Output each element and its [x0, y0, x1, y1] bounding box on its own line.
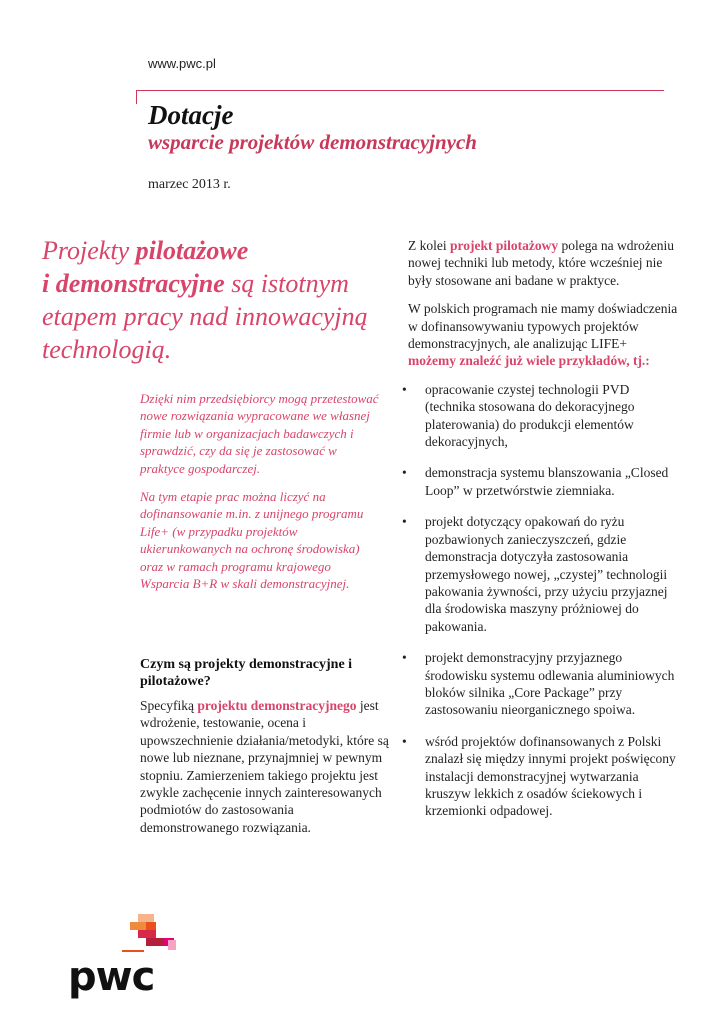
list-item: [402, 464, 678, 499]
list-item-text: demonstracja systemu blanszowania „Closed Loop” w przetwórstwie ziemniaka.: [425, 465, 669, 498]
right-p2-highlight: możemy znaleźć już wiele przykładów, tj.:: [408, 353, 650, 369]
logo-block: [146, 938, 164, 946]
list-item: [402, 381, 678, 451]
website-url[interactable]: www.pwc.pl: [148, 56, 216, 71]
section-heading: Czym są projekty demonstracyjne i pilotażowe?: [140, 657, 353, 690]
header-rule-tick: [136, 90, 137, 104]
page-title: Dotacje: [148, 100, 234, 130]
headline: [42, 234, 392, 366]
answer-rest: jest wdrożenie, testowanie, ocena i upowszechnienie działania/metodyki, które są nowe lub nieznane, przynajmniej w pewnym stopniu. Zamierzeniem takiego projektu jest zwykle zachęcenie innych zainteresowanych podmiotów do zastosowania demonstrowanego rozwiązania.: [140, 698, 389, 835]
answer-highlight: projektu demonstracyjnego: [197, 698, 357, 713]
headline-part-4: są istotnym etapem pracy nad innowacyjną technologią.: [42, 269, 368, 364]
page-subtitle: wsparcie projektów demonstracyjnych: [148, 130, 477, 154]
intro-paragraph-2: Na tym etapie prac można liczyć na dofinansowanie m.in. z unijnego programu Life+ (w przypadku projektów ukierunkowanych na ochronę środowiska) oraz w ramach programu krajowego Wsparcia B+R w skali demonstracyjnej.: [140, 489, 364, 592]
headline-part-2: pilotażowe: [135, 236, 249, 265]
section-body: [140, 697, 395, 836]
list-item-text: opracowanie czystej technologii PVD (technika stosowana do dekoracyjnego platerowania) do produkcji elementów dekoracyjnych,: [425, 381, 635, 450]
publication-date: marzec 2013 r.: [148, 177, 231, 192]
logo-block: [138, 930, 156, 938]
pwc-logo-mark: [68, 914, 180, 954]
pwc-logo-text: pwc: [68, 954, 155, 1000]
right-paragraph-2: [408, 300, 678, 370]
logo-block: [146, 922, 156, 930]
headline-part-1: Projekty: [42, 236, 136, 265]
right-p2-prefix: W polskich programach nie mamy doświadczenia w dofinansowywaniu typowych projektów demonstracyjnych, ale analizując LIFE+: [408, 301, 678, 352]
list-item-text: projekt dotyczący opakowań do ryżu pozbawionych zanieczyszczeń, gdzie demonstracja dotyczyła zastosowania przemysłowego nowej, „czystej” technologii pakowania żywności, przy użyciu przyjaznej dla środowiska maszyny próżniowej do pakowania.: [425, 514, 668, 634]
right-p1-prefix: Z kolei: [408, 238, 450, 253]
header-rule: [136, 90, 664, 91]
list-item: [402, 513, 678, 635]
logo-underline: [122, 950, 144, 952]
list-item: [402, 649, 678, 719]
right-column: [402, 237, 678, 834]
logo-block: [138, 914, 154, 922]
examples-list: [402, 381, 678, 820]
list-item-text: wśród projektów dofinansowanych z Polski znalazł się między innymi projekt poświęcony instalacji demonstracyjnej wytwarzania kruszyw lekkich z osadów ściekowych i krzemionki odpadowej.: [425, 733, 676, 819]
bullet-icon: •: [402, 650, 407, 666]
logo-block: [168, 940, 176, 950]
bullet-icon: •: [402, 465, 407, 481]
list-item-text: projekt demonstracyjny przyjaznego środowisku systemu odlewania aluminiowych bloków silnika „Core Package” przy zastosowaniu nieorganicznego spoiwa.: [425, 650, 675, 718]
headline-part-3: i demonstracyjne: [42, 269, 225, 298]
right-p1-highlight: projekt pilotażowy: [450, 238, 559, 253]
logo-block: [130, 922, 146, 930]
intro-paragraph-1: Dzięki nim przedsiębiorcy mogą przetestować nowe rozwiązania wypracowane we własnej firmie lub w organizacjach badawczych i sprawdzić, czy da się je zastosować w praktyce gospodarczej.: [140, 391, 379, 476]
right-p1-rest: polega na wdrożeniu nowej techniki lub metody, które wcześniej nie były stosowane ani badane w praktyce.: [408, 238, 674, 288]
intro-text: [140, 390, 380, 603]
bullet-icon: •: [402, 381, 407, 397]
bullet-icon: •: [402, 514, 407, 530]
list-item: [402, 733, 678, 820]
right-paragraph-1: [408, 237, 678, 289]
answer-prefix: Specyfiką: [140, 698, 198, 713]
bullet-icon: •: [402, 733, 407, 749]
